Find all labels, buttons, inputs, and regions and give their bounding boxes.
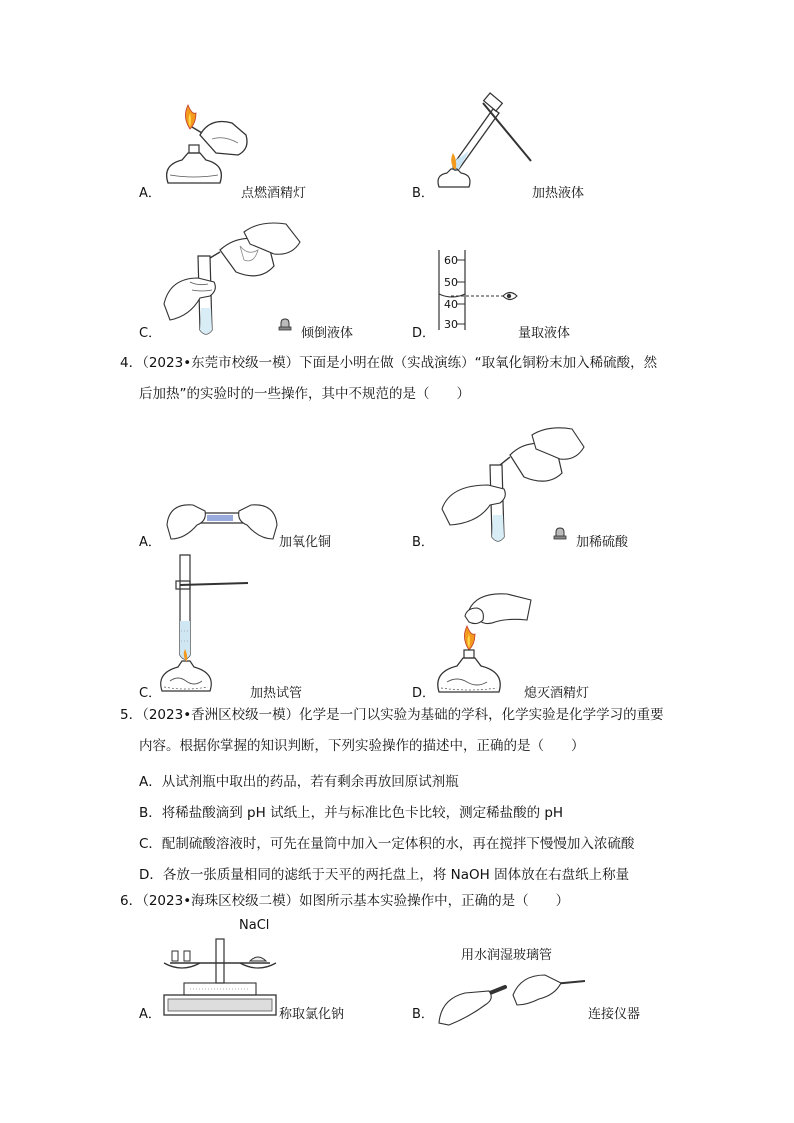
q5-choice-b[interactable]: B．将稀盐酸滴到 pH 试纸上，并与标准比色卡比较，测定稀盐酸的 pH <box>139 805 564 821</box>
q4-option-a-caption: 加氧化铜 <box>279 535 332 550</box>
balance-weighing-nacl-figure <box>160 935 280 1020</box>
connecting-apparatus-figure <box>435 965 595 1025</box>
q4-option-a-letter[interactable]: A． <box>139 535 161 550</box>
q5-choice-a[interactable]: A．从试剂瓶中取出的药品，若有剩余再放回原试剂瓶 <box>139 774 459 790</box>
q6-option-b-caption: 连接仪器 <box>588 1007 641 1022</box>
q5-stem-line1: 5．（2023•香洲区校级一模）化学是一门以实验为基础的学科，化学实验是化学学习的重要 <box>120 707 664 723</box>
q3-option-a-letter[interactable]: A． <box>139 186 161 201</box>
wet-glass-tube-label: 用水润湿玻璃管 <box>461 948 553 963</box>
q3-option-b-caption: 加热液体 <box>532 186 585 201</box>
alcohol-lamp-lighting-figure <box>160 105 255 190</box>
q5-stem-line2: 内容。根据你掌握的知识判断，下列实验操作的描述中，正确的是（ ） <box>139 738 585 754</box>
q6-option-a-caption: 称取氯化钠 <box>279 1007 345 1022</box>
q6-option-a-letter[interactable]: A． <box>139 1007 161 1022</box>
q4-option-d-caption: 熄灭酒精灯 <box>524 686 590 701</box>
cylinder-tick-60: 60 <box>444 254 458 267</box>
q4-option-d-letter[interactable]: D． <box>412 686 436 701</box>
q6-option-b-letter[interactable]: B． <box>412 1007 434 1022</box>
q3-option-b-letter[interactable]: B． <box>412 186 434 201</box>
q4-stem-line1: 4．（2023•东莞市校级一模）下面是小明在做（实战演练）“取氧化铜粉末加入稀硫酸，然 <box>120 355 658 371</box>
q3-option-a-caption: 点燃酒精灯 <box>241 186 307 201</box>
bottle-stopper-icon <box>553 526 567 540</box>
q4-option-c-caption: 加热试管 <box>250 686 303 701</box>
heating-test-tube-figure <box>160 555 260 695</box>
q3-option-c-letter[interactable]: C． <box>139 326 162 341</box>
cylinder-tick-50: 50 <box>444 276 458 289</box>
q6-stem: 6．（2023•海珠区校级二模）如图所示基本实验操作中，正确的是（ ） <box>120 893 570 909</box>
q5-choice-d[interactable]: D．各放一张质量相同的滤纸于天平的两托盘上，将 NaOH 固体放在右盘纸上称量 <box>139 867 630 883</box>
q3-option-c-caption: 倾倒液体 <box>301 326 354 341</box>
nacl-label: NaCl <box>239 918 270 933</box>
cylinder-tick-40: 40 <box>444 298 458 311</box>
heating-liquid-figure <box>435 95 535 190</box>
q3-option-d-letter[interactable]: D． <box>412 326 436 341</box>
bottle-stopper-icon <box>278 317 292 331</box>
cylinder-tick-30: 30 <box>444 318 458 331</box>
adding-copper-oxide-figure <box>165 495 280 545</box>
q4-option-c-letter[interactable]: C． <box>139 686 162 701</box>
q5-choice-c[interactable]: C．配制硫酸溶液时，可先在量筒中加入一定体积的水，再在搅拌下慢慢加入浓硫酸 <box>139 836 635 852</box>
q3-option-d-caption: 量取液体 <box>518 326 571 341</box>
q4-option-b-caption: 加稀硫酸 <box>576 535 629 550</box>
q4-stem-line2: 后加热”的实验时的一些操作，其中不规范的是（ ） <box>139 386 470 402</box>
q4-option-b-letter[interactable]: B． <box>412 535 434 550</box>
extinguish-alcohol-lamp-figure <box>435 590 535 695</box>
